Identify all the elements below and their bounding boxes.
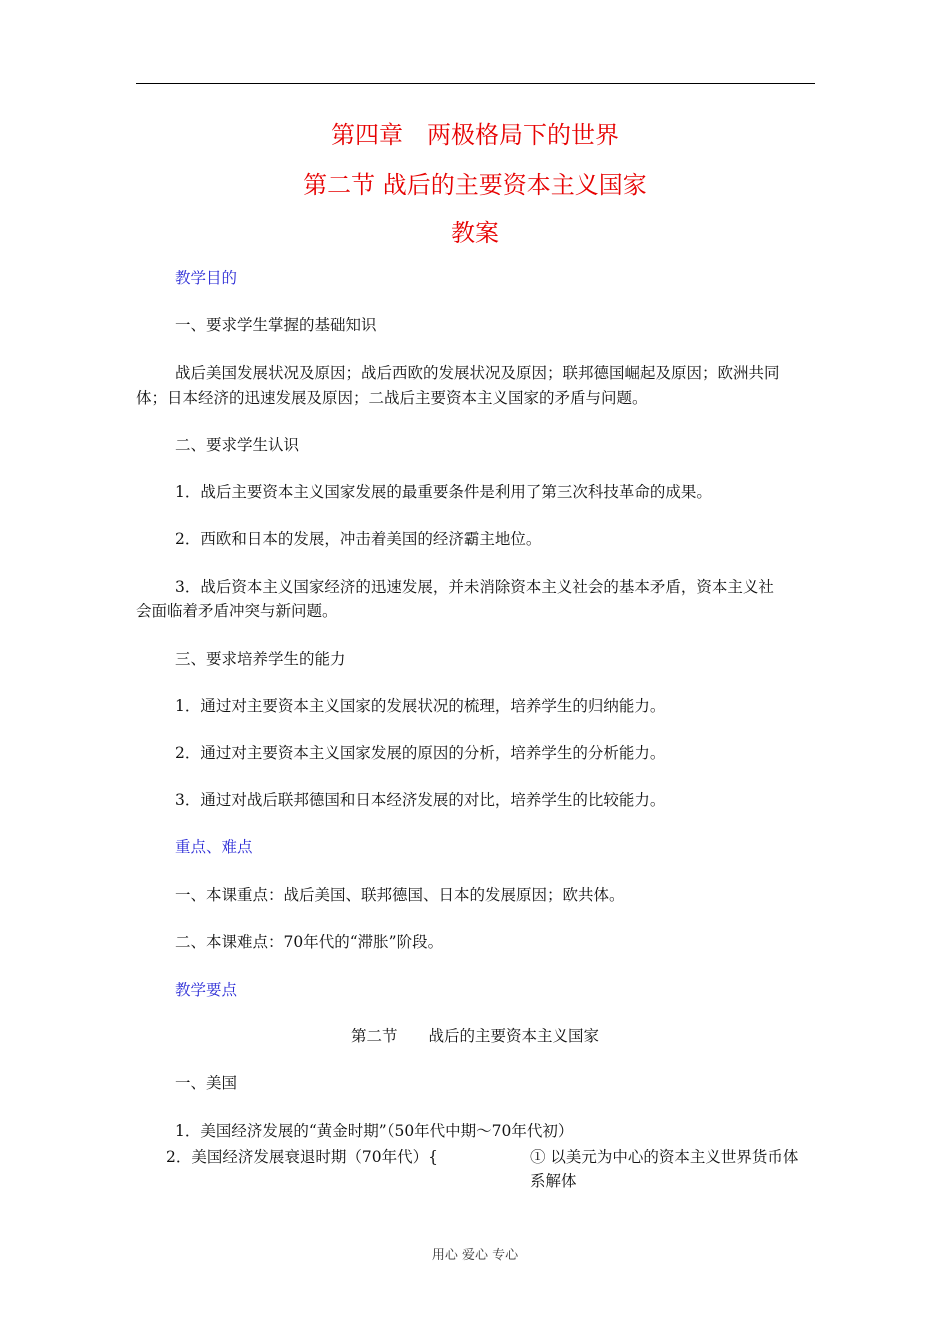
key-points-heading: 重点、难点 xyxy=(175,838,253,856)
teaching-points-item1: 1．美国经济发展的“黄金时期”（50年代中期～70年代初） xyxy=(175,1122,574,1140)
teaching-points-item2-sub-line1: ① 以美元为中心的资本主义世界货币体 xyxy=(530,1148,799,1166)
teaching-points-item2: 2．美国经济发展衰退时期（70年代）{ xyxy=(166,1148,438,1166)
section-title: 第二节 战后的主要资本主义国家 xyxy=(303,171,647,199)
objectives-part2-item2: 2．西欧和日本的发展，冲击着美国的经济霸主地位。 xyxy=(175,530,542,548)
teaching-points-section-title: 第二节 战后的主要资本主义国家 xyxy=(350,1027,599,1045)
objectives-part1-text-line2: 体；日本经济的迅速发展及原因；二战后主要资本主义国家的矛盾与问题。 xyxy=(136,389,648,407)
teaching-points-item2-sub-line2: 系解体 xyxy=(530,1172,577,1190)
objectives-part2-item3-line1: 3．战后资本主义国家经济的迅速发展，并未消除资本主义社会的基本矛盾，资本主义社 xyxy=(175,578,774,596)
key-points-focus: 一、本课重点：战后美国、联邦德国、日本的发展原因；欧共体。 xyxy=(175,886,625,904)
header-rule xyxy=(136,83,815,84)
objectives-part1-text-line1: 战后美国发展状况及原因；战后西欧的发展状况及原因；联邦德国崛起及原因；欧洲共同 xyxy=(175,364,780,382)
key-points-difficulty: 二、本课难点：70年代的“滞胀”阶段。 xyxy=(175,933,444,951)
objectives-part3-title: 三、要求培养学生的能力 xyxy=(175,650,346,668)
page-footer: 用心 爱心 专心 xyxy=(431,1248,519,1263)
objectives-part3-item3: 3．通过对战后联邦德国和日本经济发展的对比，培养学生的比较能力。 xyxy=(175,791,666,809)
objectives-part3-item1: 1．通过对主要资本主义国家的发展状况的梳理，培养学生的归纳能力。 xyxy=(175,697,666,715)
chapter-title: 第四章 两极格局下的世界 xyxy=(331,121,619,149)
teaching-points-heading: 教学要点 xyxy=(175,981,238,999)
objectives-part2-item1: 1．战后主要资本主义国家发展的最重要条件是利用了第三次科技革命的成果。 xyxy=(175,483,712,501)
objectives-heading: 教学目的 xyxy=(175,269,238,287)
objectives-part1-title: 一、要求学生掌握的基础知识 xyxy=(175,316,377,334)
document-type-title: 教案 xyxy=(451,219,499,247)
objectives-part3-item2: 2．通过对主要资本主义国家发展的原因的分析，培养学生的分析能力。 xyxy=(175,744,666,762)
objectives-part2-title: 二、要求学生认识 xyxy=(175,436,300,454)
teaching-points-part1-title: 一、美国 xyxy=(175,1074,238,1092)
objectives-part2-item3-line2: 会面临着矛盾冲突与新问题。 xyxy=(136,602,338,620)
